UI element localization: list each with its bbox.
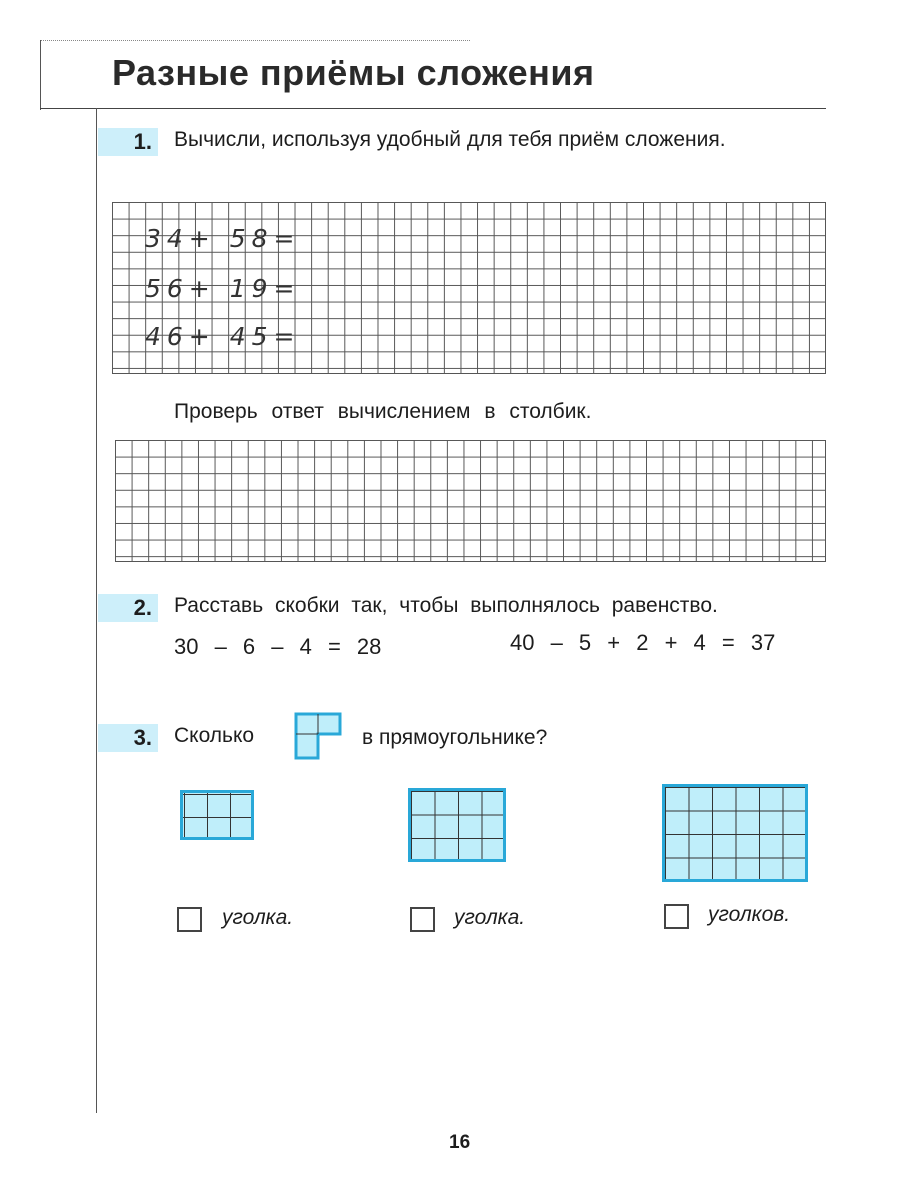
frame-left-line xyxy=(40,40,41,110)
task3-text-before: Сколько xyxy=(174,724,255,747)
page-margin-line xyxy=(96,108,97,1113)
task1-example-2: 56+ 19= xyxy=(145,274,301,303)
answer-box-2[interactable] xyxy=(410,907,435,932)
task1-check-text: Проверь ответ вычислением в столбик. xyxy=(174,400,592,423)
header-rule xyxy=(40,108,826,109)
rectangle-3x2 xyxy=(180,790,254,840)
task1-column-grid[interactable] xyxy=(115,440,826,562)
task3-text-after: в прямоугольнике? xyxy=(362,726,548,749)
corner-shape-icon xyxy=(294,712,342,760)
page-number: 16 xyxy=(449,1132,471,1153)
answer-box-1[interactable] xyxy=(177,907,202,932)
task2-number: 2. xyxy=(98,594,158,622)
rectangle-6x4 xyxy=(662,784,808,882)
task2-equation-2[interactable]: 40 – 5 + 2 + 4 = 37 xyxy=(510,630,776,655)
task2-text: Расставь скобки так, чтобы выполнялось равенство. xyxy=(174,594,718,617)
answer-label-1: уголка. xyxy=(222,906,294,929)
task1-text: Вычисли, используя удобный для тебя приём сложения. xyxy=(174,128,726,151)
page-title: Разные приёмы сложения xyxy=(112,52,595,93)
task1-example-3: 46+ 45= xyxy=(145,322,301,351)
task3-number: 3. xyxy=(98,724,158,752)
task2-equation-1[interactable]: 30 – 6 – 4 = 28 xyxy=(174,634,382,659)
rectangle-4x3 xyxy=(408,788,506,862)
frame-top-line xyxy=(40,40,470,41)
answer-label-2: уголка. xyxy=(454,906,526,929)
task1-number: 1. xyxy=(98,128,158,156)
answer-label-3: уголков. xyxy=(708,903,791,926)
task1-example-1: 34+ 58= xyxy=(145,224,301,253)
answer-box-3[interactable] xyxy=(664,904,689,929)
